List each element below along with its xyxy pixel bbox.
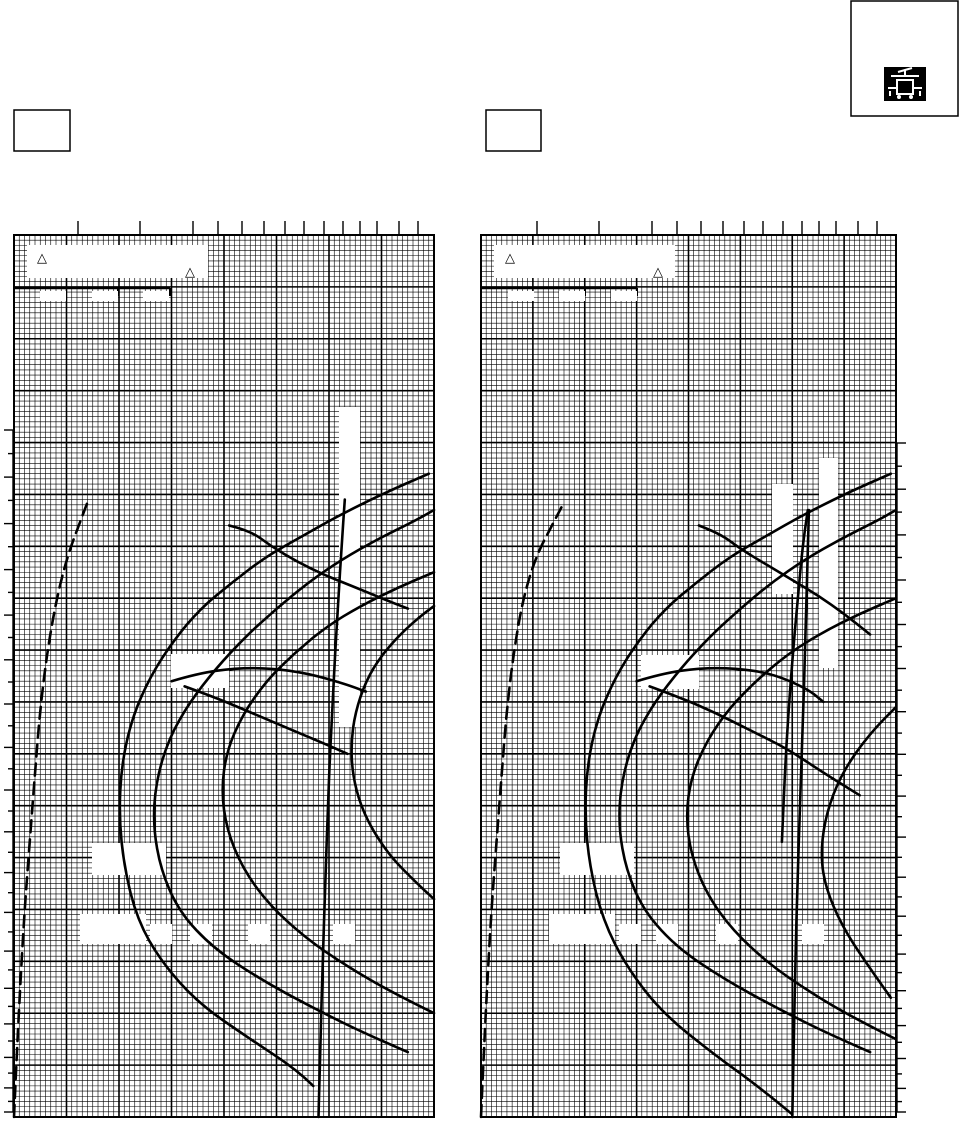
legend-marker-end-right: △ — [653, 265, 663, 280]
series-line-2 — [792, 510, 809, 1117]
legend-box-right — [494, 245, 675, 280]
panel-label-box-left — [14, 110, 70, 151]
chart-top-ticks-left — [78, 221, 418, 235]
helicopter-icon — [884, 67, 926, 101]
panel-right — [481, 110, 906, 1117]
scale-bar-left — [14, 288, 170, 301]
chart-right-axis-ticks — [896, 443, 906, 1112]
legend-marker-end-left: △ — [185, 265, 195, 280]
panel-label-box-right — [486, 110, 541, 151]
legend-marker-right: △ — [505, 251, 515, 266]
legend-box-left — [27, 245, 208, 280]
chart-top-ticks-right — [537, 221, 877, 235]
chart-left-axis-ticks — [4, 430, 14, 1112]
corner-badge — [851, 1, 958, 116]
legend-marker-left: △ — [37, 251, 47, 266]
panel-left — [4, 110, 434, 1117]
